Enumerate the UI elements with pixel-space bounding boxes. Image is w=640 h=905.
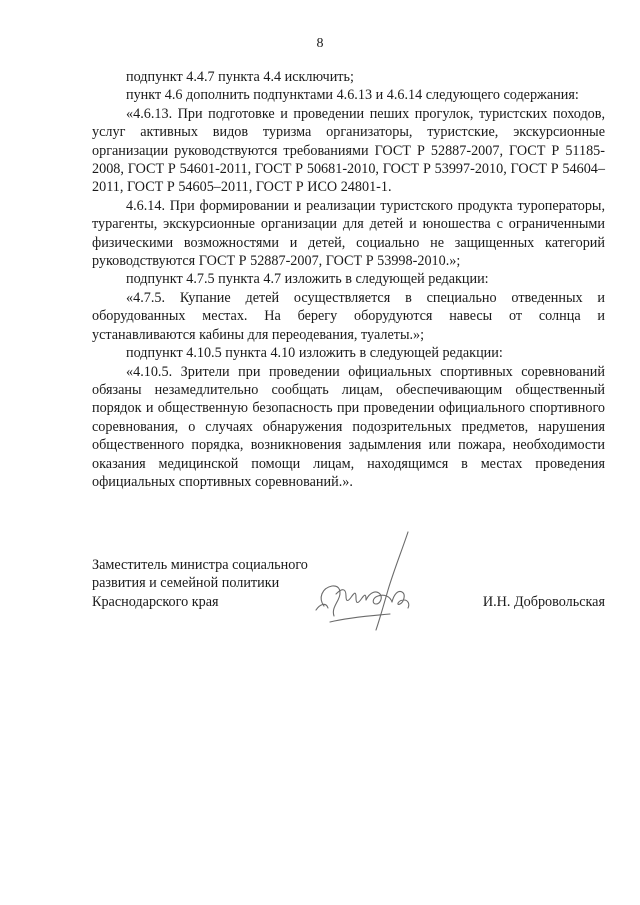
signature-block <box>92 556 605 611</box>
page-number: 8 <box>316 36 324 51</box>
signatory-position-line-2: развития и семейной политики <box>92 575 280 592</box>
signatory-position-line-1: Заместитель министра социального <box>92 557 308 573</box>
paragraph-6: «4.7.5. Купание детей осуществляется в специально отведенных и оборудованных местах. На берегу оборудуются навесы от солнца и устанавливаются кабины для переодевания, туалеты.»; <box>92 289 605 343</box>
paragraph-2: пункт 4.6 дополнить подпунктами 4.6.13 и 4.6.14 следующего содержания: <box>126 87 579 104</box>
paragraph-5: подпункт 4.7.5 пункта 4.7 изложить в следующей редакции: <box>126 271 489 288</box>
paragraph-8: «4.10.5. Зрители при проведении официальных спортивных соревнований обязаны незамедлительно сообщать лицам, обеспечивающим общественный порядок и общественную безопасность при проведении официального спортивного соревнования, о случаях обнаружения подозрительных предметов, нарушения общественного порядка, возникновения задымления или пожара, необходимости оказания медицинской помощи лицам, находящимся в местах проведения официальных спортивных соревнований.». <box>92 363 605 490</box>
signatory-position-line-3: Краснодарского края <box>92 593 219 610</box>
signatory-name: И.Н. Добровольская <box>482 593 605 610</box>
paragraph-1: подпункт 4.4.7 пункта 4.4 исключить; <box>126 69 354 85</box>
paragraph-4: 4.6.14. При формировании и реализации туристского продукта туроператоры, турагенты, экскурсионные организации для детей и юношества с ограниченными физическими возможностями и детей, социально не защищенных категорий руководствуются ГОСТ Р 52887-2007, ГОСТ Р 53998-2010.»; <box>92 197 605 270</box>
document-body <box>92 68 605 491</box>
paragraph-3: «4.6.13. При подготовке и проведении пеших прогулок, туристских походов, услуг активных видов туризма организаторы, туристские, экскурсионные организации руководствуются требованиями ГОСТ Р 52887-2007, ГОСТ Р 51185-2008, ГОСТ Р 54601-2011, ГОСТ Р 50681-2010, ГОСТ Р 53997-2010, ГОСТ Р 54604–2011, ГОСТ Р 54605–2011, ГОСТ Р ИСО 24801-1. <box>92 105 605 196</box>
handwritten-signature <box>306 530 426 640</box>
paragraph-7: подпункт 4.10.5 пункта 4.10 изложить в следующей редакции: <box>126 345 503 362</box>
